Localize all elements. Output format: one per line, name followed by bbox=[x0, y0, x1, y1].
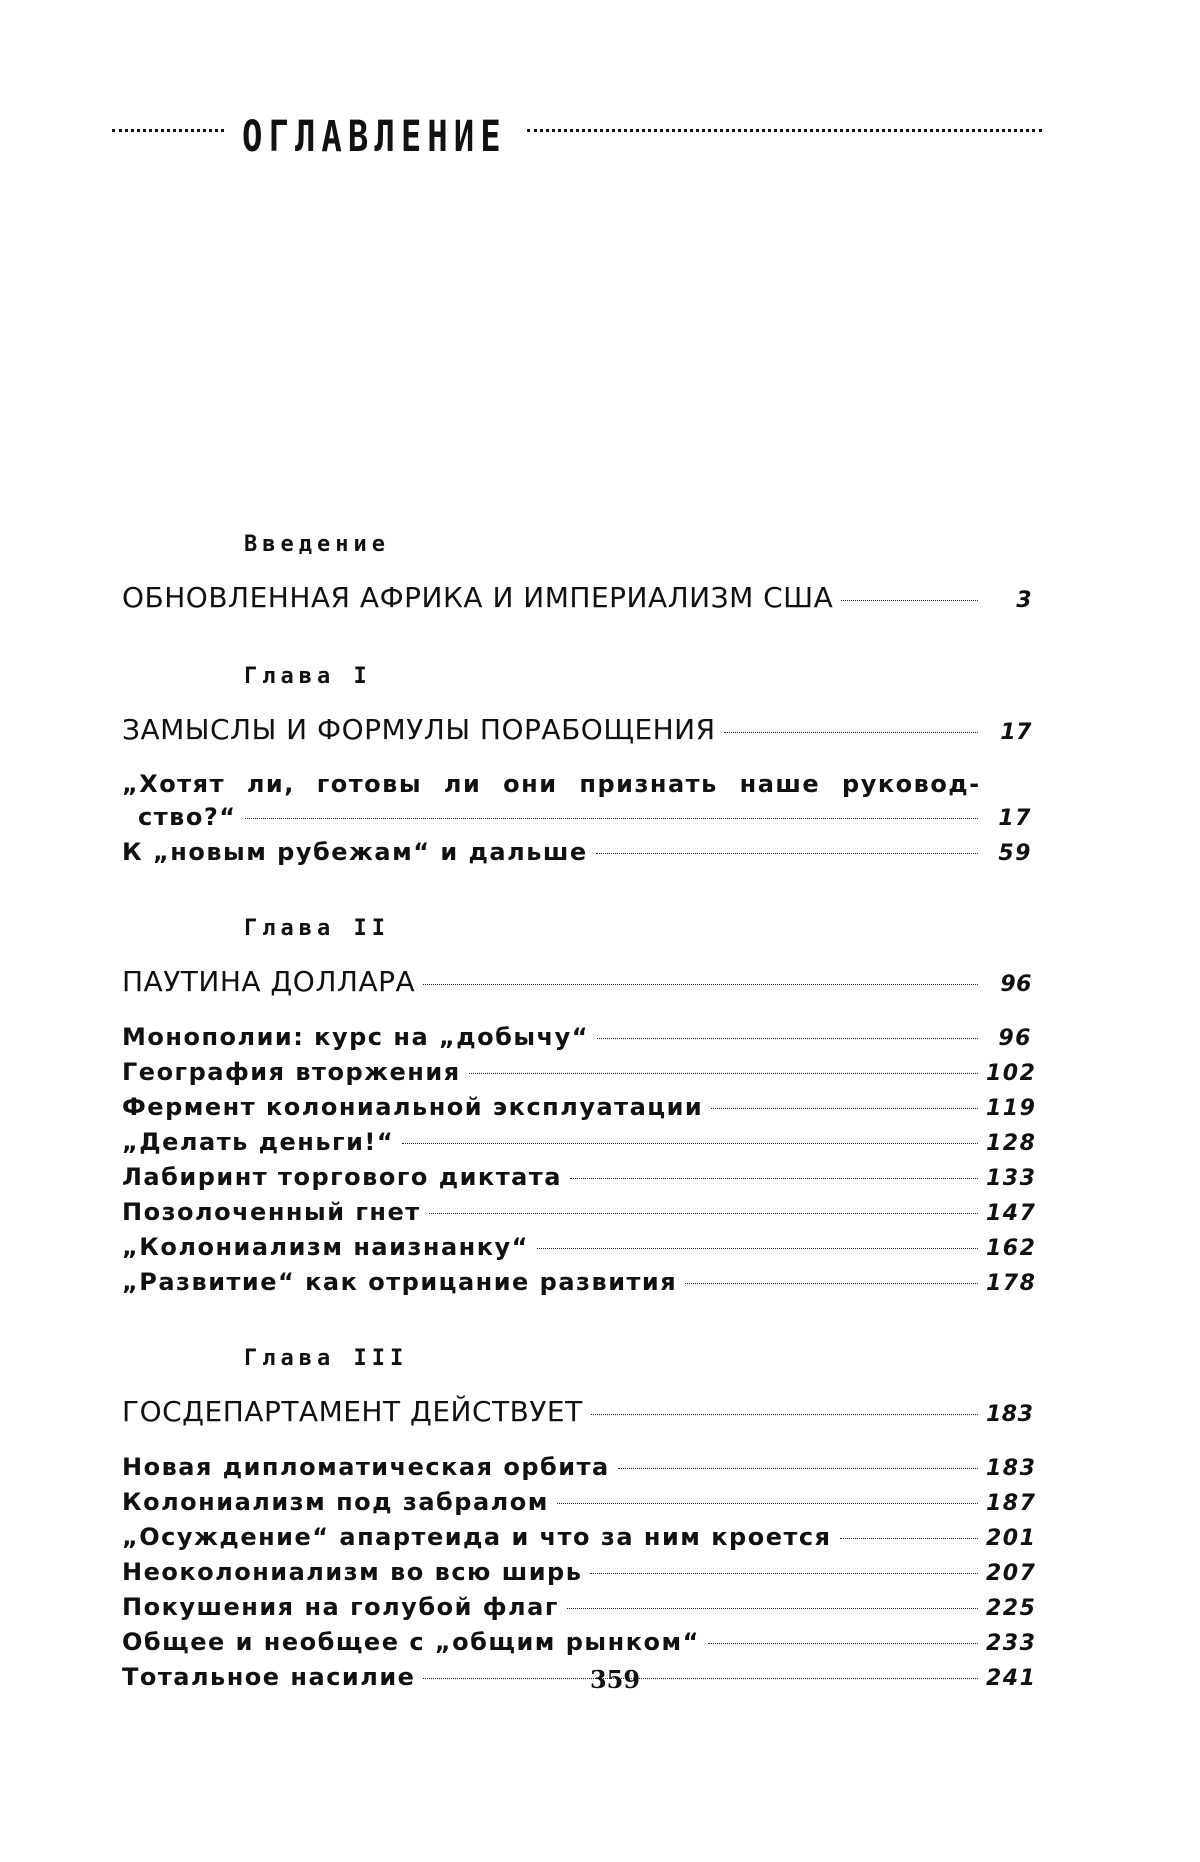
page-number: 178 bbox=[986, 1271, 1037, 1296]
page-number: 162 bbox=[986, 1236, 1037, 1261]
page-number: 201 bbox=[986, 1526, 1037, 1551]
dot-leader bbox=[590, 1573, 978, 1574]
entry-title: ЗАМЫСЛЫ И ФОРМУЛЫ ПОРАБОЩЕНИЯ bbox=[122, 713, 716, 746]
toc-header bbox=[112, 112, 1042, 162]
dot-leader bbox=[618, 1468, 978, 1469]
dot-leader bbox=[245, 818, 978, 819]
dot-leader bbox=[841, 600, 978, 601]
toc-entry-chapter1[interactable] bbox=[122, 710, 1032, 750]
page-number: 128 bbox=[986, 1131, 1037, 1156]
page-number: 3 bbox=[1016, 588, 1032, 613]
dot-leader bbox=[591, 1414, 978, 1415]
page-number: 207 bbox=[986, 1561, 1037, 1586]
dot-leader bbox=[429, 1213, 978, 1214]
toc-entry[interactable] bbox=[122, 1055, 1037, 1090]
entry-title: Неоколониализм во всю ширь bbox=[122, 1558, 583, 1586]
page-number: 59 bbox=[998, 841, 1032, 866]
toc-entry[interactable] bbox=[122, 1625, 1037, 1660]
toc-entry[interactable] bbox=[122, 1590, 1037, 1625]
toc-entry[interactable] bbox=[122, 1195, 1037, 1230]
entry-title: Лабиринт торгового диктата bbox=[122, 1163, 562, 1191]
toc-entry[interactable] bbox=[122, 1090, 1037, 1125]
entry-title: Общее и необщее с „общим рынком“ bbox=[122, 1628, 700, 1656]
dot-leader bbox=[597, 1038, 978, 1039]
chapter2-label: Глава II bbox=[244, 916, 390, 941]
entry-title: ПАУТИНА ДОЛЛАРА bbox=[122, 965, 416, 998]
toc-entry[interactable] bbox=[122, 1230, 1037, 1265]
dot-leader bbox=[840, 1538, 978, 1539]
entry-title: География вторжения bbox=[122, 1058, 461, 1086]
dot-leader bbox=[708, 1643, 978, 1644]
toc-entry[interactable] bbox=[122, 1450, 1037, 1485]
entry-title: Покушения на голубой флаг bbox=[122, 1593, 559, 1621]
toc-entry-line1[interactable] bbox=[122, 768, 1032, 800]
page-number: 96 bbox=[1000, 972, 1032, 997]
entry-title: „Осуждение“ апартеида и что за ним кроется bbox=[122, 1523, 832, 1551]
page-number: 225 bbox=[986, 1596, 1037, 1621]
page-number: 17 bbox=[1000, 720, 1032, 745]
dot-leader bbox=[685, 1283, 978, 1284]
entry-title: Позолоченный гнет bbox=[122, 1198, 421, 1226]
toc-entry[interactable] bbox=[122, 1520, 1037, 1555]
page-number: 183 bbox=[986, 1402, 1034, 1427]
dot-leader bbox=[402, 1143, 978, 1144]
header-leader-left bbox=[112, 129, 224, 132]
toc-entry-intro[interactable] bbox=[122, 578, 1032, 618]
dot-leader bbox=[724, 732, 978, 733]
page-title: ОГЛАВЛЕНИЕ bbox=[242, 112, 507, 162]
dot-leader bbox=[537, 1248, 978, 1249]
entry-title: Новая дипломатическая орбита bbox=[122, 1453, 610, 1481]
toc-entry-chapter3[interactable] bbox=[122, 1392, 1032, 1432]
page-number: 147 bbox=[986, 1201, 1037, 1226]
entry-title: „Делать деньги!“ bbox=[122, 1128, 395, 1156]
intro-label: Введение bbox=[244, 532, 390, 557]
entry-title: Тотальное насилие bbox=[122, 1663, 416, 1691]
toc-entry[interactable] bbox=[122, 1125, 1037, 1160]
entry-title: Монополии: курс на „добычу“ bbox=[122, 1023, 590, 1051]
page-number: 183 bbox=[986, 1456, 1037, 1481]
dot-leader bbox=[596, 853, 978, 854]
dot-leader bbox=[423, 984, 978, 985]
entry-title: ГОСДЕПАРТАМЕНТ ДЕЙСТВУЕТ bbox=[122, 1395, 583, 1428]
toc-entry-line2[interactable] bbox=[122, 800, 1032, 835]
dot-leader bbox=[557, 1503, 978, 1504]
page-number: 96 bbox=[998, 1026, 1032, 1051]
toc-entry[interactable] bbox=[122, 1265, 1037, 1300]
dot-leader bbox=[711, 1108, 978, 1109]
table-of-contents bbox=[122, 530, 1037, 1695]
page-number: 241 bbox=[986, 1666, 1037, 1691]
page-number: 17 bbox=[998, 806, 1032, 831]
dot-leader bbox=[469, 1073, 978, 1074]
entry-title: ство?“ bbox=[138, 803, 237, 831]
header-leader-right bbox=[527, 129, 1042, 132]
toc-entry[interactable] bbox=[122, 1020, 1032, 1055]
entry-title: „Хотят ли, готовы ли они признать наше руковод- bbox=[122, 770, 981, 798]
entry-title: ОБНОВЛЕННАЯ АФРИКА И ИМПЕРИАЛИЗМ США bbox=[122, 581, 834, 614]
page-number: 187 bbox=[986, 1491, 1037, 1516]
page-number: 233 bbox=[986, 1631, 1037, 1656]
entry-title: Колониализм под забралом bbox=[122, 1488, 549, 1516]
toc-entry[interactable] bbox=[122, 1485, 1037, 1520]
page-number: 133 bbox=[986, 1166, 1037, 1191]
entry-title: К „новым рубежам“ и дальше bbox=[122, 838, 588, 866]
toc-entry-chapter2[interactable] bbox=[122, 962, 1032, 1002]
dot-leader bbox=[570, 1178, 978, 1179]
toc-entry[interactable] bbox=[122, 1160, 1037, 1195]
chapter3-label: Глава III bbox=[244, 1346, 409, 1371]
entry-title: „Развитие“ как отрицание развития bbox=[122, 1268, 678, 1296]
entry-title: Фермент колониальной эксплуатации bbox=[122, 1093, 704, 1121]
toc-entry[interactable] bbox=[122, 1555, 1037, 1590]
toc-entry[interactable] bbox=[122, 835, 1032, 870]
page-folio: 359 bbox=[589, 1665, 641, 1694]
page-number: 119 bbox=[986, 1096, 1037, 1121]
dot-leader bbox=[567, 1608, 978, 1609]
chapter1-label: Глава I bbox=[244, 664, 372, 689]
entry-title: „Колониализм наизнанку“ bbox=[122, 1233, 529, 1261]
page-number: 102 bbox=[986, 1061, 1037, 1086]
